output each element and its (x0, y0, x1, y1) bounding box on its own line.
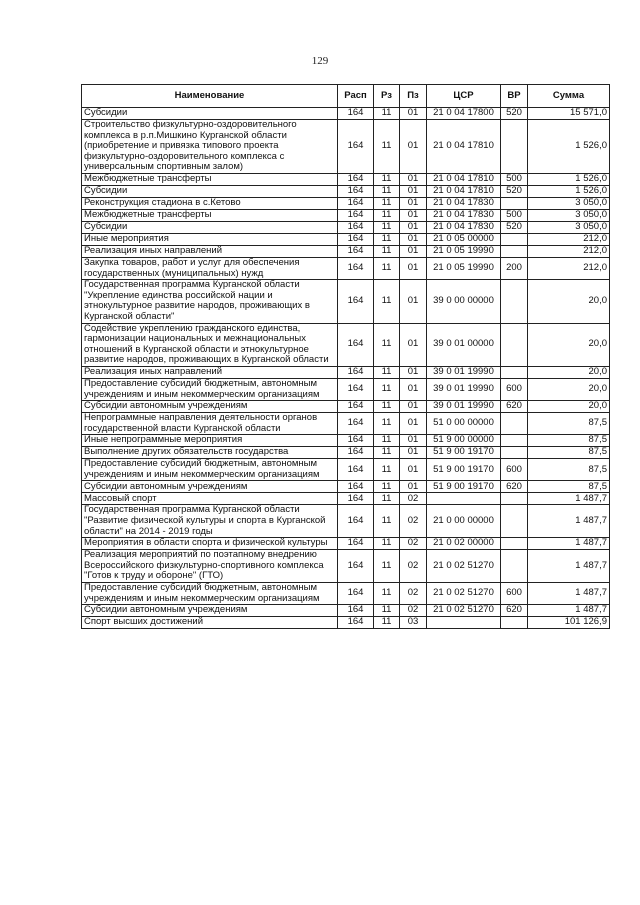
cell-rasp: 164 (338, 378, 374, 400)
table-body (82, 108, 610, 629)
cell-rz: 11 (374, 550, 400, 583)
cell-csr (427, 493, 501, 505)
cell-csr: 21 0 02 00000 (427, 538, 501, 550)
cell-rasp: 164 (338, 550, 374, 583)
cell-csr: 39 0 01 19990 (427, 401, 501, 413)
table-row (82, 459, 610, 481)
cell-sum: 212,0 (528, 257, 610, 279)
cell-vr (501, 280, 528, 323)
cell-name: Реализация иных направлений (82, 366, 338, 378)
table-row (82, 617, 610, 629)
cell-rz: 11 (374, 366, 400, 378)
cell-rasp: 164 (338, 221, 374, 233)
cell-sum: 212,0 (528, 233, 610, 245)
cell-vr (501, 447, 528, 459)
cell-rz: 11 (374, 221, 400, 233)
cell-pz: 03 (400, 617, 427, 629)
table-row (82, 197, 610, 209)
cell-csr: 21 0 04 17810 (427, 120, 501, 174)
cell-pz: 01 (400, 233, 427, 245)
cell-sum: 20,0 (528, 378, 610, 400)
cell-vr: 620 (501, 481, 528, 493)
cell-pz: 01 (400, 435, 427, 447)
cell-csr: 21 0 05 19990 (427, 257, 501, 279)
budget-table (81, 84, 610, 629)
table-row (82, 280, 610, 323)
table-row (82, 583, 610, 605)
cell-vr: 520 (501, 221, 528, 233)
header-name: Наименование (82, 85, 338, 108)
cell-csr: 51 9 00 00000 (427, 435, 501, 447)
header-vr: ВР (501, 85, 528, 108)
cell-sum: 1 526,0 (528, 120, 610, 174)
cell-name: Иные мероприятия (82, 233, 338, 245)
cell-pz: 01 (400, 447, 427, 459)
cell-sum: 1 487,7 (528, 605, 610, 617)
cell-pz: 01 (400, 185, 427, 197)
cell-rasp: 164 (338, 505, 374, 538)
cell-name: Предоставление субсидий бюджетным, автономным учреждениям и иным некоммерческим организациям (82, 583, 338, 605)
cell-rz: 11 (374, 538, 400, 550)
table-row (82, 435, 610, 447)
cell-rz: 11 (374, 185, 400, 197)
cell-rz: 11 (374, 197, 400, 209)
cell-sum: 1 487,7 (528, 583, 610, 605)
cell-csr: 51 0 00 00000 (427, 413, 501, 435)
cell-vr: 600 (501, 583, 528, 605)
cell-rz: 11 (374, 173, 400, 185)
table-row (82, 401, 610, 413)
cell-name: Реализация мероприятий по поэтапному внедрению Всероссийского физкультурно-спортивного комплекса "Готов к труду и обороне" (ГТО) (82, 550, 338, 583)
cell-sum: 20,0 (528, 401, 610, 413)
cell-pz: 01 (400, 245, 427, 257)
cell-rasp: 164 (338, 447, 374, 459)
cell-csr: 39 0 01 19990 (427, 366, 501, 378)
cell-name: Государственная программа Курганской области "Укрепление единства российской нации и этнокультурное развитие народов, проживающих в Курганской области" (82, 280, 338, 323)
cell-name: Субсидии автономным учреждениям (82, 401, 338, 413)
cell-rz: 11 (374, 378, 400, 400)
cell-vr (501, 413, 528, 435)
cell-sum: 1 487,7 (528, 493, 610, 505)
header-row (82, 85, 610, 108)
cell-csr: 21 0 04 17800 (427, 108, 501, 120)
cell-vr (501, 617, 528, 629)
cell-vr (501, 493, 528, 505)
cell-pz: 01 (400, 401, 427, 413)
cell-csr: 21 0 04 17810 (427, 185, 501, 197)
cell-vr: 500 (501, 173, 528, 185)
cell-rz: 11 (374, 323, 400, 366)
cell-sum: 20,0 (528, 366, 610, 378)
cell-rasp: 164 (338, 120, 374, 174)
cell-rz: 11 (374, 583, 400, 605)
cell-pz: 01 (400, 378, 427, 400)
cell-rz: 11 (374, 280, 400, 323)
cell-rz: 11 (374, 257, 400, 279)
cell-rasp: 164 (338, 493, 374, 505)
cell-vr: 620 (501, 401, 528, 413)
cell-rz: 11 (374, 617, 400, 629)
cell-name: Межбюджетные трансферты (82, 173, 338, 185)
cell-csr: 39 0 00 00000 (427, 280, 501, 323)
cell-csr: 39 0 01 00000 (427, 323, 501, 366)
cell-rasp: 164 (338, 233, 374, 245)
cell-sum: 212,0 (528, 245, 610, 257)
cell-vr (501, 197, 528, 209)
header-sum: Сумма (528, 85, 610, 108)
cell-csr: 21 0 02 51270 (427, 605, 501, 617)
cell-rasp: 164 (338, 323, 374, 366)
cell-rz: 11 (374, 435, 400, 447)
cell-pz: 02 (400, 505, 427, 538)
cell-sum: 3 050,0 (528, 209, 610, 221)
cell-vr (501, 323, 528, 366)
cell-rz: 11 (374, 401, 400, 413)
cell-rasp: 164 (338, 209, 374, 221)
cell-rz: 11 (374, 459, 400, 481)
cell-sum: 3 050,0 (528, 221, 610, 233)
cell-pz: 01 (400, 197, 427, 209)
cell-vr (501, 550, 528, 583)
cell-csr: 21 0 05 19990 (427, 245, 501, 257)
cell-name: Массовый спорт (82, 493, 338, 505)
cell-rz: 11 (374, 413, 400, 435)
table-row (82, 233, 610, 245)
cell-sum: 87,5 (528, 459, 610, 481)
cell-csr: 21 0 05 00000 (427, 233, 501, 245)
table-row (82, 493, 610, 505)
cell-rasp: 164 (338, 280, 374, 323)
cell-name: Субсидии автономным учреждениям (82, 605, 338, 617)
cell-pz: 01 (400, 366, 427, 378)
cell-rz: 11 (374, 505, 400, 538)
cell-sum: 3 050,0 (528, 197, 610, 209)
cell-pz: 01 (400, 221, 427, 233)
table-row (82, 245, 610, 257)
cell-vr: 520 (501, 185, 528, 197)
cell-sum: 1 487,7 (528, 538, 610, 550)
cell-name: Предоставление субсидий бюджетным, автономным учреждениям и иным некоммерческим организациям (82, 459, 338, 481)
page-number: 129 (311, 55, 329, 67)
cell-pz: 01 (400, 108, 427, 120)
cell-csr: 21 0 04 17810 (427, 173, 501, 185)
cell-csr: 21 0 00 00000 (427, 505, 501, 538)
cell-pz: 01 (400, 459, 427, 481)
cell-pz: 01 (400, 257, 427, 279)
cell-name: Спорт высших достижений (82, 617, 338, 629)
cell-pz: 01 (400, 209, 427, 221)
table-row (82, 366, 610, 378)
cell-rasp: 164 (338, 605, 374, 617)
cell-sum: 15 571,0 (528, 108, 610, 120)
cell-rasp: 164 (338, 481, 374, 493)
cell-pz: 02 (400, 583, 427, 605)
table-row (82, 323, 610, 366)
cell-rz: 11 (374, 245, 400, 257)
cell-pz: 01 (400, 173, 427, 185)
cell-vr: 500 (501, 209, 528, 221)
cell-rasp: 164 (338, 459, 374, 481)
cell-sum: 87,5 (528, 481, 610, 493)
table-row (82, 378, 610, 400)
cell-rz: 11 (374, 233, 400, 245)
cell-name: Закупка товаров, работ и услуг для обеспечения государственных (муниципальных) нужд (82, 257, 338, 279)
cell-pz: 01 (400, 280, 427, 323)
table-row (82, 550, 610, 583)
cell-vr: 600 (501, 459, 528, 481)
cell-rz: 11 (374, 481, 400, 493)
cell-csr: 51 9 00 19170 (427, 481, 501, 493)
cell-sum: 20,0 (528, 323, 610, 366)
table-row (82, 538, 610, 550)
cell-name: Межбюджетные трансферты (82, 209, 338, 221)
cell-name: Реконструкция стадиона в с.Кетово (82, 197, 338, 209)
cell-vr (501, 233, 528, 245)
table-row (82, 481, 610, 493)
table-row (82, 413, 610, 435)
table-row (82, 120, 610, 174)
cell-pz: 01 (400, 120, 427, 174)
cell-rz: 11 (374, 447, 400, 459)
cell-rasp: 164 (338, 583, 374, 605)
cell-vr (501, 505, 528, 538)
header-rasp: Расп (338, 85, 374, 108)
cell-vr (501, 245, 528, 257)
cell-rz: 11 (374, 605, 400, 617)
cell-pz: 01 (400, 481, 427, 493)
cell-name: Иные непрограммные мероприятия (82, 435, 338, 447)
cell-vr: 600 (501, 378, 528, 400)
cell-pz: 02 (400, 538, 427, 550)
cell-pz: 02 (400, 550, 427, 583)
cell-csr: 21 0 02 51270 (427, 583, 501, 605)
cell-pz: 02 (400, 605, 427, 617)
cell-rasp: 164 (338, 257, 374, 279)
cell-name: Субсидии (82, 185, 338, 197)
cell-sum: 87,5 (528, 413, 610, 435)
cell-name: Субсидии (82, 221, 338, 233)
header-rz: Рз (374, 85, 400, 108)
cell-rasp: 164 (338, 185, 374, 197)
cell-vr: 620 (501, 605, 528, 617)
cell-csr: 51 9 00 19170 (427, 459, 501, 481)
cell-rasp: 164 (338, 173, 374, 185)
cell-rasp: 164 (338, 245, 374, 257)
cell-csr: 21 0 04 17830 (427, 209, 501, 221)
cell-name: Выполнение других обязательств государства (82, 447, 338, 459)
cell-rz: 11 (374, 120, 400, 174)
table-row (82, 257, 610, 279)
cell-rz: 11 (374, 108, 400, 120)
table-row (82, 505, 610, 538)
cell-name: Содействие укреплению гражданского единства, гармонизации национальных и межнациональных отношений в Курганской области и этнокультурное развитие народов, проживающих в Курганской области (82, 323, 338, 366)
cell-rasp: 164 (338, 366, 374, 378)
cell-rz: 11 (374, 493, 400, 505)
cell-vr (501, 366, 528, 378)
cell-name: Реализация иных направлений (82, 245, 338, 257)
cell-name: Предоставление субсидий бюджетным, автономным учреждениям и иным некоммерческим организациям (82, 378, 338, 400)
cell-sum: 1 487,7 (528, 505, 610, 538)
cell-name: Непрограммные направления деятельности органов государственной власти Курганской области (82, 413, 338, 435)
cell-rasp: 164 (338, 401, 374, 413)
cell-name: Строительство физкультурно-оздоровительного комплекса в р.п.Мишкино Курганской области (приобретение и привязка типового проекта физкультурно-оздоровительного комплекса с универсальным спортивным залом) (82, 120, 338, 174)
cell-sum: 1 526,0 (528, 185, 610, 197)
cell-rasp: 164 (338, 617, 374, 629)
cell-rasp: 164 (338, 538, 374, 550)
cell-vr: 200 (501, 257, 528, 279)
cell-pz: 01 (400, 323, 427, 366)
cell-vr (501, 120, 528, 174)
cell-vr (501, 435, 528, 447)
cell-rz: 11 (374, 209, 400, 221)
cell-sum: 87,5 (528, 435, 610, 447)
cell-sum: 1 526,0 (528, 173, 610, 185)
cell-csr: 21 0 04 17830 (427, 221, 501, 233)
header-csr: ЦСР (427, 85, 501, 108)
table-row (82, 221, 610, 233)
cell-rasp: 164 (338, 197, 374, 209)
cell-name: Субсидии автономным учреждениям (82, 481, 338, 493)
table-row (82, 108, 610, 120)
table-row (82, 173, 610, 185)
cell-rasp: 164 (338, 413, 374, 435)
cell-name: Мероприятия в области спорта и физической культуры (82, 538, 338, 550)
cell-csr: 21 0 02 51270 (427, 550, 501, 583)
cell-vr: 520 (501, 108, 528, 120)
cell-rasp: 164 (338, 435, 374, 447)
cell-csr: 21 0 04 17830 (427, 197, 501, 209)
cell-rasp: 164 (338, 108, 374, 120)
cell-vr (501, 538, 528, 550)
table-row (82, 605, 610, 617)
cell-pz: 02 (400, 493, 427, 505)
cell-sum: 87,5 (528, 447, 610, 459)
table-row (82, 209, 610, 221)
header-pz: Пз (400, 85, 427, 108)
table-row (82, 447, 610, 459)
table-row (82, 185, 610, 197)
cell-sum: 1 487,7 (528, 550, 610, 583)
cell-name: Государственная программа Курганской области "Развитие физической культуры и спорта в Курганской области" на 2014 - 2019 годы (82, 505, 338, 538)
cell-sum: 20,0 (528, 280, 610, 323)
cell-csr: 39 0 01 19990 (427, 378, 501, 400)
cell-name: Субсидии (82, 108, 338, 120)
cell-pz: 01 (400, 413, 427, 435)
cell-csr: 51 9 00 19170 (427, 447, 501, 459)
cell-sum: 101 126,9 (528, 617, 610, 629)
cell-csr (427, 617, 501, 629)
